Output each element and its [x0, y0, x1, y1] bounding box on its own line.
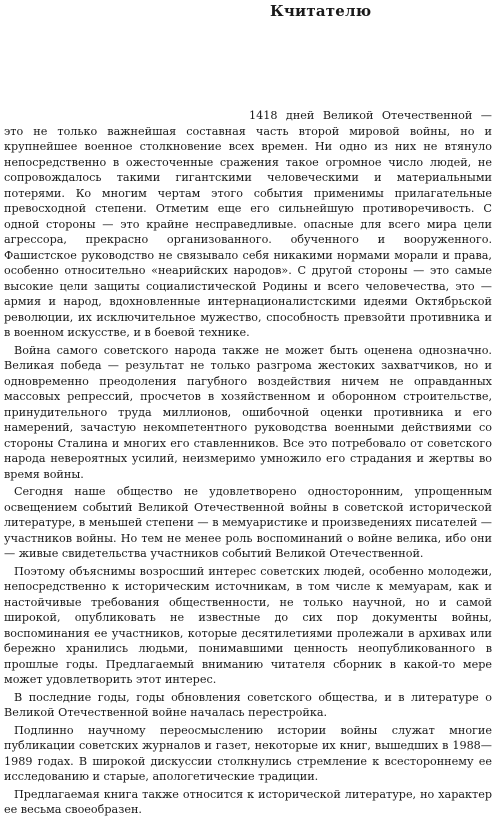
paragraph: Поэтому объяснимы возросший интерес советских людей, особенно молодежи, непосредственно к историческим источникам, в том числе к мемуарам, как и настойчивые требования общественности, не только научной, но и самой широкой, опубликовать не известные до сих пор документы войны, воспоминания ее участников, которые десятилетиями пролежали в архивах или бережно хранились людьми, понимавшими ценность неопубликованного в прошлые годы. Предлагаемый вниманию читателя сборник в какой-то мере может удовлетворить этот интерес. [4, 564, 492, 686]
paragraph: Подлинно научному переосмыслению истории войны служат многие публикации советских журналов и газет, некоторые их книг, вышедших в 1988—1989 годах. В широкой дискуссии столкнулись стремление к всестороннему ее исследованию и старые, апологетические традиции. [4, 723, 492, 783]
body-text [4, 108, 492, 820]
paragraph: Война самого советского народа также не может быть оценена однозначно. Великая победа — результат не только разгрома жестоких захватчиков, но и одновременно преодоления пагубного воздействия ничем не оправданных массовых репрессий, просчетов в хозяйственном и оборонном строительстве, принудительного труда миллионов, ошибочной оценки противника и его намерений, зачастую некомпетентного руководства военными действиями со стороны Сталина и многих его ставленников. Все это потребовало от советского народа невероятных усилий, неизмеримо умножило его страдания и жертвы во время войны. [4, 343, 492, 481]
paragraph: Сегодня наше общество не удовлетворено односторонним, упрощенным освещением событий Великой Отечественной войны в советской исторической литературе, в меньшей степени — в мемуаристике и произведениях писателей — участников войны. Но тем не менее роль воспоминаний о войне велика, ибо они — живые свидетельства участников событий Великой Отечественной. [4, 485, 492, 560]
paragraph: 1418 дней Великой Отечественной — это не только важнейшая составная часть второй мировой войны, но и крупнейшее военное столкновение всех времен. Ни одно из них не втянуло непосредственно в ожесточенные сражения такое огромное число людей, не сопровождалось такими гигантскими человеческими и материальными потерями. Ко многим чертам этого события применимы прилагательные превосходной степени. Отметим еще его сильнейшую противоречивость. С одной стороны — это крайне несправедливые. опасные для всего мира цели агрессора, прекрасно организованного. обученного и вооруженного. Фашистское руководство не связывало себя никакими нормами морали и права, особенно относительно «неарийских народов». С другой стороны — это самые высокие цели защиты социалистической Родины и всего человечества, это — армия и народ, вдохновленные интернационалистскими идеями Октябрьской революции, их исключительное мужество, способность превзойти противника и в военном искусстве, и в боевой технике. [4, 109, 492, 339]
paragraph: В последние годы, годы обновления советского общества, и в литературе о Великой Отечественной войне началась перестройка. [4, 690, 492, 719]
paragraph: Предлагаемая книга также относится к исторической литературе, но характер ее весьма своеобразен. [4, 787, 492, 816]
page-heading: Кчитателю [270, 2, 372, 20]
